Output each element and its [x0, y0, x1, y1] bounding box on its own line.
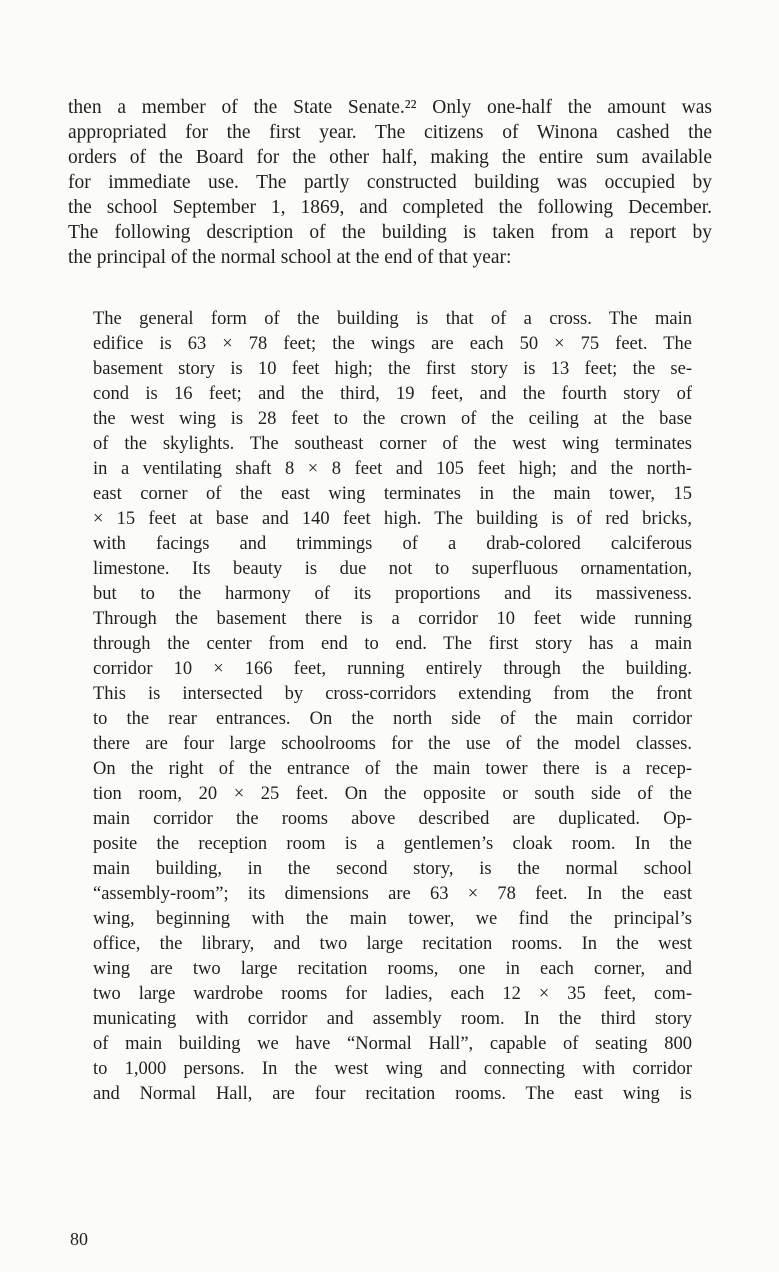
quote-text-line: there are four large schoolrooms for the use of the model classes. — [93, 734, 692, 754]
quote-text-line: Through the basement there is a corridor 10 feet wide running — [93, 609, 692, 629]
quote-text-line: of main building we have “Normal Hall”, capable of seating 800 — [93, 1034, 692, 1054]
quote-text-line: wing, beginning with the main tower, we find the principal’s — [93, 909, 692, 929]
quote-text-line: in a ventilating shaft 8 × 8 feet and 105 feet high; and the north- — [93, 459, 692, 479]
quote-text-line: “assembly-room”; its dimensions are 63 × 78 feet. In the east — [93, 884, 692, 904]
quote-text-line: The general form of the building is that of a cross. The main — [93, 309, 692, 329]
page-number: 80 — [70, 1229, 88, 1249]
body-text-line: appropriated for the first year. The citizens of Winona cashed the — [68, 122, 712, 143]
body-text-line: The following description of the building is taken from a report by — [68, 222, 712, 243]
body-text-line: the principal of the normal school at the end of that year: — [68, 247, 512, 268]
quote-text-line: east corner of the east wing terminates in the main tower, 15 — [93, 484, 692, 504]
quote-text-line: municating with corridor and assembly room. In the third story — [93, 1009, 692, 1029]
body-text-line: orders of the Board for the other half, making the entire sum available — [68, 147, 712, 168]
quote-text-line: and Normal Hall, are four recitation rooms. The east wing is — [93, 1084, 692, 1104]
quote-text-line: corridor 10 × 166 feet, running entirely through the building. — [93, 659, 692, 679]
body-text-line: the school September 1, 1869, and completed the following December. — [68, 197, 712, 218]
quote-text-line: of the skylights. The southeast corner of the west wing terminates — [93, 434, 692, 454]
quote-text-line: two large wardrobe rooms for ladies, each 12 × 35 feet, com- — [93, 984, 692, 1004]
quote-text-line: cond is 16 feet; and the third, 19 feet, and the fourth story of — [93, 384, 692, 404]
quote-text-line: limestone. Its beauty is due not to superfluous ornamentation, — [93, 559, 692, 579]
quote-text-line: with facings and trimmings of a drab-colored calciferous — [93, 534, 692, 554]
quote-text-line: basement story is 10 feet high; the first story is 13 feet; the se- — [93, 359, 692, 379]
quote-text-line: office, the library, and two large recitation rooms. In the west — [93, 934, 692, 954]
body-text-line: for immediate use. The partly constructed building was occupied by — [68, 172, 712, 193]
quote-text-line: but to the harmony of its proportions and its massiveness. — [93, 584, 692, 604]
quote-text-line: edifice is 63 × 78 feet; the wings are each 50 × 75 feet. The — [93, 334, 692, 354]
quote-text-line: wing are two large recitation rooms, one in each corner, and — [93, 959, 692, 979]
quote-text-line: to 1,000 persons. In the west wing and connecting with corridor — [93, 1059, 692, 1079]
quote-text-line: main building, in the second story, is the normal school — [93, 859, 692, 879]
quote-text-line: through the center from end to end. The first story has a main — [93, 634, 692, 654]
quote-text-line: This is intersected by cross-corridors extending from the front — [93, 684, 692, 704]
quote-text-line: posite the reception room is a gentlemen’s cloak room. In the — [93, 834, 692, 854]
body-text-line: then a member of the State Senate.²² Only one-half the amount was — [68, 97, 712, 118]
quote-text-line: the west wing is 28 feet to the crown of the ceiling at the base — [93, 409, 692, 429]
quote-text-line: to the rear entrances. On the north side of the main corridor — [93, 709, 692, 729]
quote-text-line: tion room, 20 × 25 feet. On the opposite or south side of the — [93, 784, 692, 804]
quote-text-line: On the right of the entrance of the main tower there is a recep- — [93, 759, 692, 779]
quote-text-line: × 15 feet at base and 140 feet high. The building is of red bricks, — [93, 509, 692, 529]
quote-text-line: main corridor the rooms above described are duplicated. Op- — [93, 809, 692, 829]
